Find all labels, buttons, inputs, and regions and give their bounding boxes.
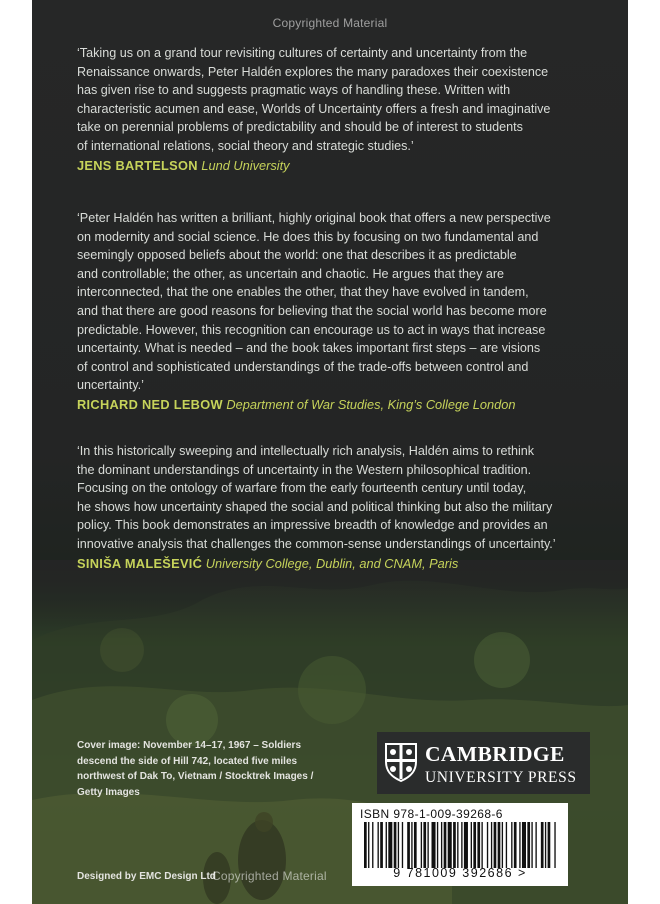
quote-line: uncertainty.’ [77,378,144,393]
caption-line: northwest of Dak To, Vietnam / Stocktrek Images / [77,771,314,782]
isbn-barcode [352,803,568,886]
quote-line: innovative analysis that challenges the common-sense understandings of uncertainty.’ [77,536,556,551]
endorsement-attribution [77,554,597,573]
quote-line: ‘Taking us on a grand tour revisiting cultures of certainty and uncertainty from the [77,46,528,60]
endorser-affiliation: University College, Dublin, and CNAM, Paris [205,555,459,571]
endorser-affiliation: Department of War Studies, King’s College London [226,396,516,412]
quote-line: Renaissance onwards, Peter Haldén explores the many paradoxes their coexistence [77,64,549,79]
watermark-bottom: Copyrighted Material [212,869,327,883]
designer-credit: Designed by EMC Design Ltd [77,871,216,882]
quote-line: ‘In this historically sweeping and intellectually rich analysis, Haldén aims to rethink [77,444,535,458]
quote-line: of control and sophisticated understandings of the trade-offs between control and [77,359,529,374]
quote-line: characteristic acumen and ease, Worlds of Uncertainty offers a fresh and imaginative [77,101,551,116]
quote-line: policy. This book demonstrates an impressive breadth of knowledge and provides an [77,518,548,533]
quote-line: on modernity and social science. He does this by focusing on two fundamental and [77,229,539,244]
quote-line: ‘Peter Haldén has written a brilliant, highly original book that offers a new perspective [77,211,551,225]
isbn-text: ISBN 978-1-009-39268-6 [360,807,503,821]
quote-line: has given rise to and suggests pragmatic ways of handling these. Written with [77,83,511,98]
endorser-affiliation: Lund University [201,157,290,173]
quote-line: predictable. However, this recognition can encourage us to act in ways that increase [77,322,546,337]
cover-image-caption [77,738,322,800]
endorsement-3 [77,442,597,573]
quote-line: seemingly opposed beliefs about the world: one that describes it as predictable [77,248,517,263]
back-cover [32,0,628,904]
barcode-digits: 9 781009 392686 > [393,866,527,880]
quote-line: of international relations, social theory and strategic studies.’ [77,138,414,153]
quote-line: and controllable; the other, as uncertain and chaotic. He argues that they are [77,266,505,281]
quote-line: uncertainty. What is needed – and the book takes important first steps – are visions [77,341,541,356]
barcode-bars [360,822,560,868]
endorser-name: RICHARD NED LEBOW [77,396,223,412]
endorsement-1 [77,44,597,175]
publisher-subtitle: UNIVERSITY PRESS [425,769,577,786]
endorsement-attribution [77,395,597,414]
caption-line: Getty Images [77,786,140,798]
caption-line: Cover image: November 14–17, 1967 – Soldiers [77,740,302,751]
quote-line: and that there are good reasons for believing that the social world has become more [77,303,547,318]
quote-line: the dominant understandings of uncertainty in the Western philosophical tradition. [77,462,532,477]
quote-line: interconnected, that the one enables the other, that they have evolved in tandem, [77,285,529,300]
endorsement-2 [77,209,597,414]
caption-line: descend the side of Hill 742, located five miles [77,755,298,767]
endorser-name: SINIŠA MALEŠEVIĆ [77,555,203,571]
publisher-name: CAMBRIDGE [425,742,565,766]
publisher-logo [377,732,590,794]
watermark-top: Copyrighted Material [272,16,388,30]
quote-line: Focusing on the ontology of warfare from the early fourteenth century until today, [77,481,527,496]
endorser-name: JENS BARTELSON [77,157,198,173]
quote-line: he shows how uncertainty shaped the social and political thinking but also the military [77,499,553,514]
quote-line: take on perennial problems of predictability and should be of interest to students [77,120,523,135]
cambridge-crest-icon [384,742,418,782]
endorsement-attribution [77,156,597,175]
